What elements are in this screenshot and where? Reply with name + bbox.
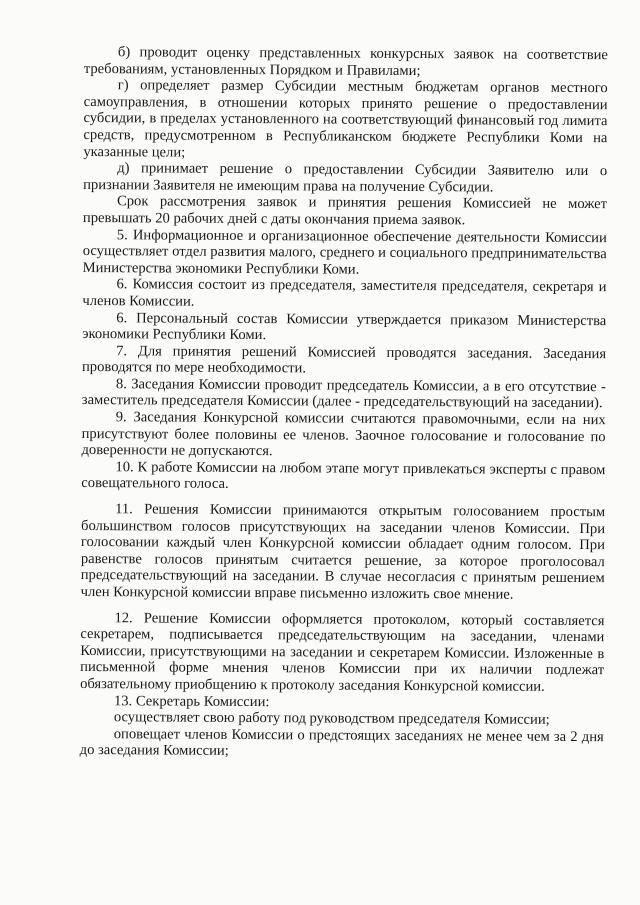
- paragraph-g: г) определяет размер Субсидии местным бюджетам органов местного самоуправления, в отношении которых принято решение о предоставлении субсидии, в пределах установленного на соответствующий финансовый год лимита средств, предусмотренном в Республиканском бюджете Республики Коми на указанные цели;: [83, 77, 608, 161]
- paragraph-8: 8. Заседания Комиссии проводит председатель Комиссии, а в его отсутствие - заместитель председателя Комиссии (далее - председательствующий на заседании).: [81, 376, 606, 412]
- paragraph-11: 11. Решения Комиссии принимаются открытым голосованием простым большинством голосов присутствующих на заседании членов Комиссии. При голосовании каждый член Конкурсной комиссии обладает одним голосом. При равенстве голосов принятым считается решение, за которое проголосовал председательствующий на заседании. В случае несогласия с принятым решением член Конкурсной комиссии вправе письменно изложить свое мнение.: [80, 501, 606, 603]
- paragraph-7: 7. Для принятия решений Комиссией проводятся заседания. Заседания проводятся по мере необходимости.: [81, 342, 607, 377]
- paragraph-d: д) принимает решение о предоставлении Субсидии Заявителю или о признании Заявителя не имеющим права на получение Субсидии.: [83, 160, 608, 196]
- paragraph-6-composition: 6. Комиссия состоит из председателя, заместителя председателя, секретаря и членов Комиссии.: [82, 276, 607, 310]
- paragraph-13-item-2: оповещает членов Комиссии о предстоящих заседаниях не менее чем за 2 дня до заседания Комиссии;: [79, 725, 604, 760]
- paragraph-12: 12. Решение Комиссии оформляется протоколом, который составляется секретарем, подписывается председательствующим на заседании, членами Комиссии, присутствующими на заседании и секретарем Комиссии. Изложенные в письменной форме мнения членов Комиссии при их наличии подлежат обязательному приобщению к протоколу заседания Конкурсной комиссии.: [80, 609, 605, 695]
- paragraph-review-period: Срок рассмотрения заявок и принятия решения Комиссией не может превышать 20 рабочих дней с даты окончания приема заявок.: [82, 193, 608, 229]
- paragraph-9: 9. Заседания Конкурсной комиссии считаются правомочными, если на них присутствуют более половины ее членов. Заочное голосование и голосование по доверенности не допускаются.: [81, 409, 606, 460]
- paragraph-6-personnel: 6. Персональный состав Комиссии утверждается приказом Министерства экономики Республики Коми.: [82, 309, 607, 344]
- paragraph-13-item-1: осуществляет свою работу под руководством председателя Комиссии;: [113, 709, 550, 729]
- paragraph-10: 10. К работе Комиссии на любом этапе могут привлекаться эксперты с правом совещательного голоса.: [81, 459, 606, 493]
- paragraph-b: б) проводит оценку представленных конкурсных заявок на соответствие требованиям, установленных Порядком и Правилами;: [83, 44, 608, 79]
- document-body: [80, 44, 608, 762]
- paragraph-5: 5. Информационное и организационное обеспечение деятельности Комиссии осуществляет отдел развития малого, среднего и социального предпринимательства Министерства экономики Республики Коми.: [82, 226, 607, 278]
- paragraph-13-heading: 13. Секретарь Комиссии:: [113, 692, 270, 710]
